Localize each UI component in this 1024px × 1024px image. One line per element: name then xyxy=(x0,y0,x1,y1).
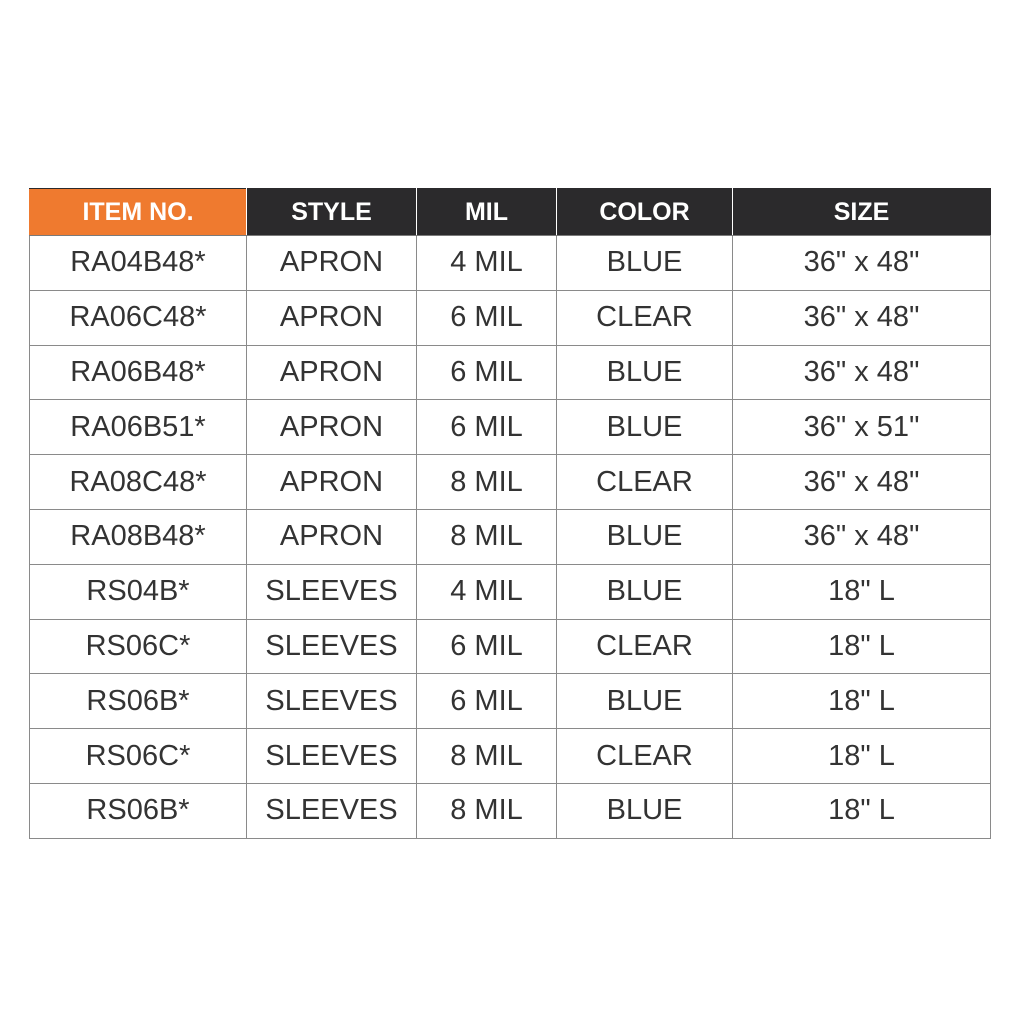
table-row xyxy=(30,509,991,564)
cell-size: 36" x 48" xyxy=(733,345,991,400)
column-header-item-no: ITEM NO. xyxy=(30,189,247,236)
table-row xyxy=(30,236,991,291)
cell-item-no: RA08B48* xyxy=(30,509,247,564)
table-row xyxy=(30,455,991,510)
cell-size: 36" x 48" xyxy=(733,455,991,510)
cell-color: CLEAR xyxy=(557,729,733,784)
cell-item-no: RS06C* xyxy=(30,619,247,674)
cell-color: BLUE xyxy=(557,674,733,729)
table-row xyxy=(30,729,991,784)
column-header-size: SIZE xyxy=(733,189,991,236)
column-header-style: STYLE xyxy=(247,189,417,236)
table-row xyxy=(30,783,991,838)
table-row xyxy=(30,400,991,455)
header-row xyxy=(30,189,991,236)
cell-mil: 8 MIL xyxy=(417,455,557,510)
cell-item-no: RA04B48* xyxy=(30,236,247,291)
cell-style: APRON xyxy=(247,509,417,564)
cell-item-no: RS06C* xyxy=(30,729,247,784)
cell-style: APRON xyxy=(247,236,417,291)
cell-size: 18" L xyxy=(733,564,991,619)
cell-mil: 6 MIL xyxy=(417,674,557,729)
cell-style: SLEEVES xyxy=(247,783,417,838)
table-row xyxy=(30,290,991,345)
cell-color: BLUE xyxy=(557,345,733,400)
cell-color: CLEAR xyxy=(557,290,733,345)
cell-item-no: RS06B* xyxy=(30,674,247,729)
cell-style: SLEEVES xyxy=(247,564,417,619)
table-header xyxy=(30,189,991,236)
cell-size: 18" L xyxy=(733,619,991,674)
cell-size: 36" x 48" xyxy=(733,236,991,291)
cell-item-no: RA06B48* xyxy=(30,345,247,400)
cell-size: 36" x 48" xyxy=(733,290,991,345)
cell-style: SLEEVES xyxy=(247,729,417,784)
cell-mil: 6 MIL xyxy=(417,619,557,674)
cell-mil: 8 MIL xyxy=(417,729,557,784)
table-row xyxy=(30,674,991,729)
cell-size: 36" x 48" xyxy=(733,509,991,564)
cell-mil: 6 MIL xyxy=(417,400,557,455)
table-row xyxy=(30,345,991,400)
cell-mil: 8 MIL xyxy=(417,509,557,564)
cell-color: BLUE xyxy=(557,236,733,291)
cell-style: APRON xyxy=(247,455,417,510)
cell-color: CLEAR xyxy=(557,455,733,510)
table-body xyxy=(30,236,991,839)
cell-size: 36" x 51" xyxy=(733,400,991,455)
column-header-mil: MIL xyxy=(417,189,557,236)
cell-color: CLEAR xyxy=(557,619,733,674)
cell-size: 18" L xyxy=(733,783,991,838)
cell-size: 18" L xyxy=(733,729,991,784)
table-row xyxy=(30,619,991,674)
cell-style: APRON xyxy=(247,345,417,400)
cell-color: BLUE xyxy=(557,509,733,564)
cell-style: SLEEVES xyxy=(247,619,417,674)
cell-style: SLEEVES xyxy=(247,674,417,729)
cell-color: BLUE xyxy=(557,400,733,455)
cell-color: BLUE xyxy=(557,783,733,838)
cell-style: APRON xyxy=(247,400,417,455)
cell-mil: 8 MIL xyxy=(417,783,557,838)
cell-mil: 6 MIL xyxy=(417,290,557,345)
cell-item-no: RA06C48* xyxy=(30,290,247,345)
product-spec-table xyxy=(29,188,991,839)
cell-item-no: RA06B51* xyxy=(30,400,247,455)
cell-item-no: RS04B* xyxy=(30,564,247,619)
cell-mil: 6 MIL xyxy=(417,345,557,400)
cell-item-no: RA08C48* xyxy=(30,455,247,510)
cell-item-no: RS06B* xyxy=(30,783,247,838)
cell-mil: 4 MIL xyxy=(417,564,557,619)
cell-style: APRON xyxy=(247,290,417,345)
table-row xyxy=(30,564,991,619)
cell-color: BLUE xyxy=(557,564,733,619)
cell-mil: 4 MIL xyxy=(417,236,557,291)
column-header-color: COLOR xyxy=(557,189,733,236)
cell-size: 18" L xyxy=(733,674,991,729)
